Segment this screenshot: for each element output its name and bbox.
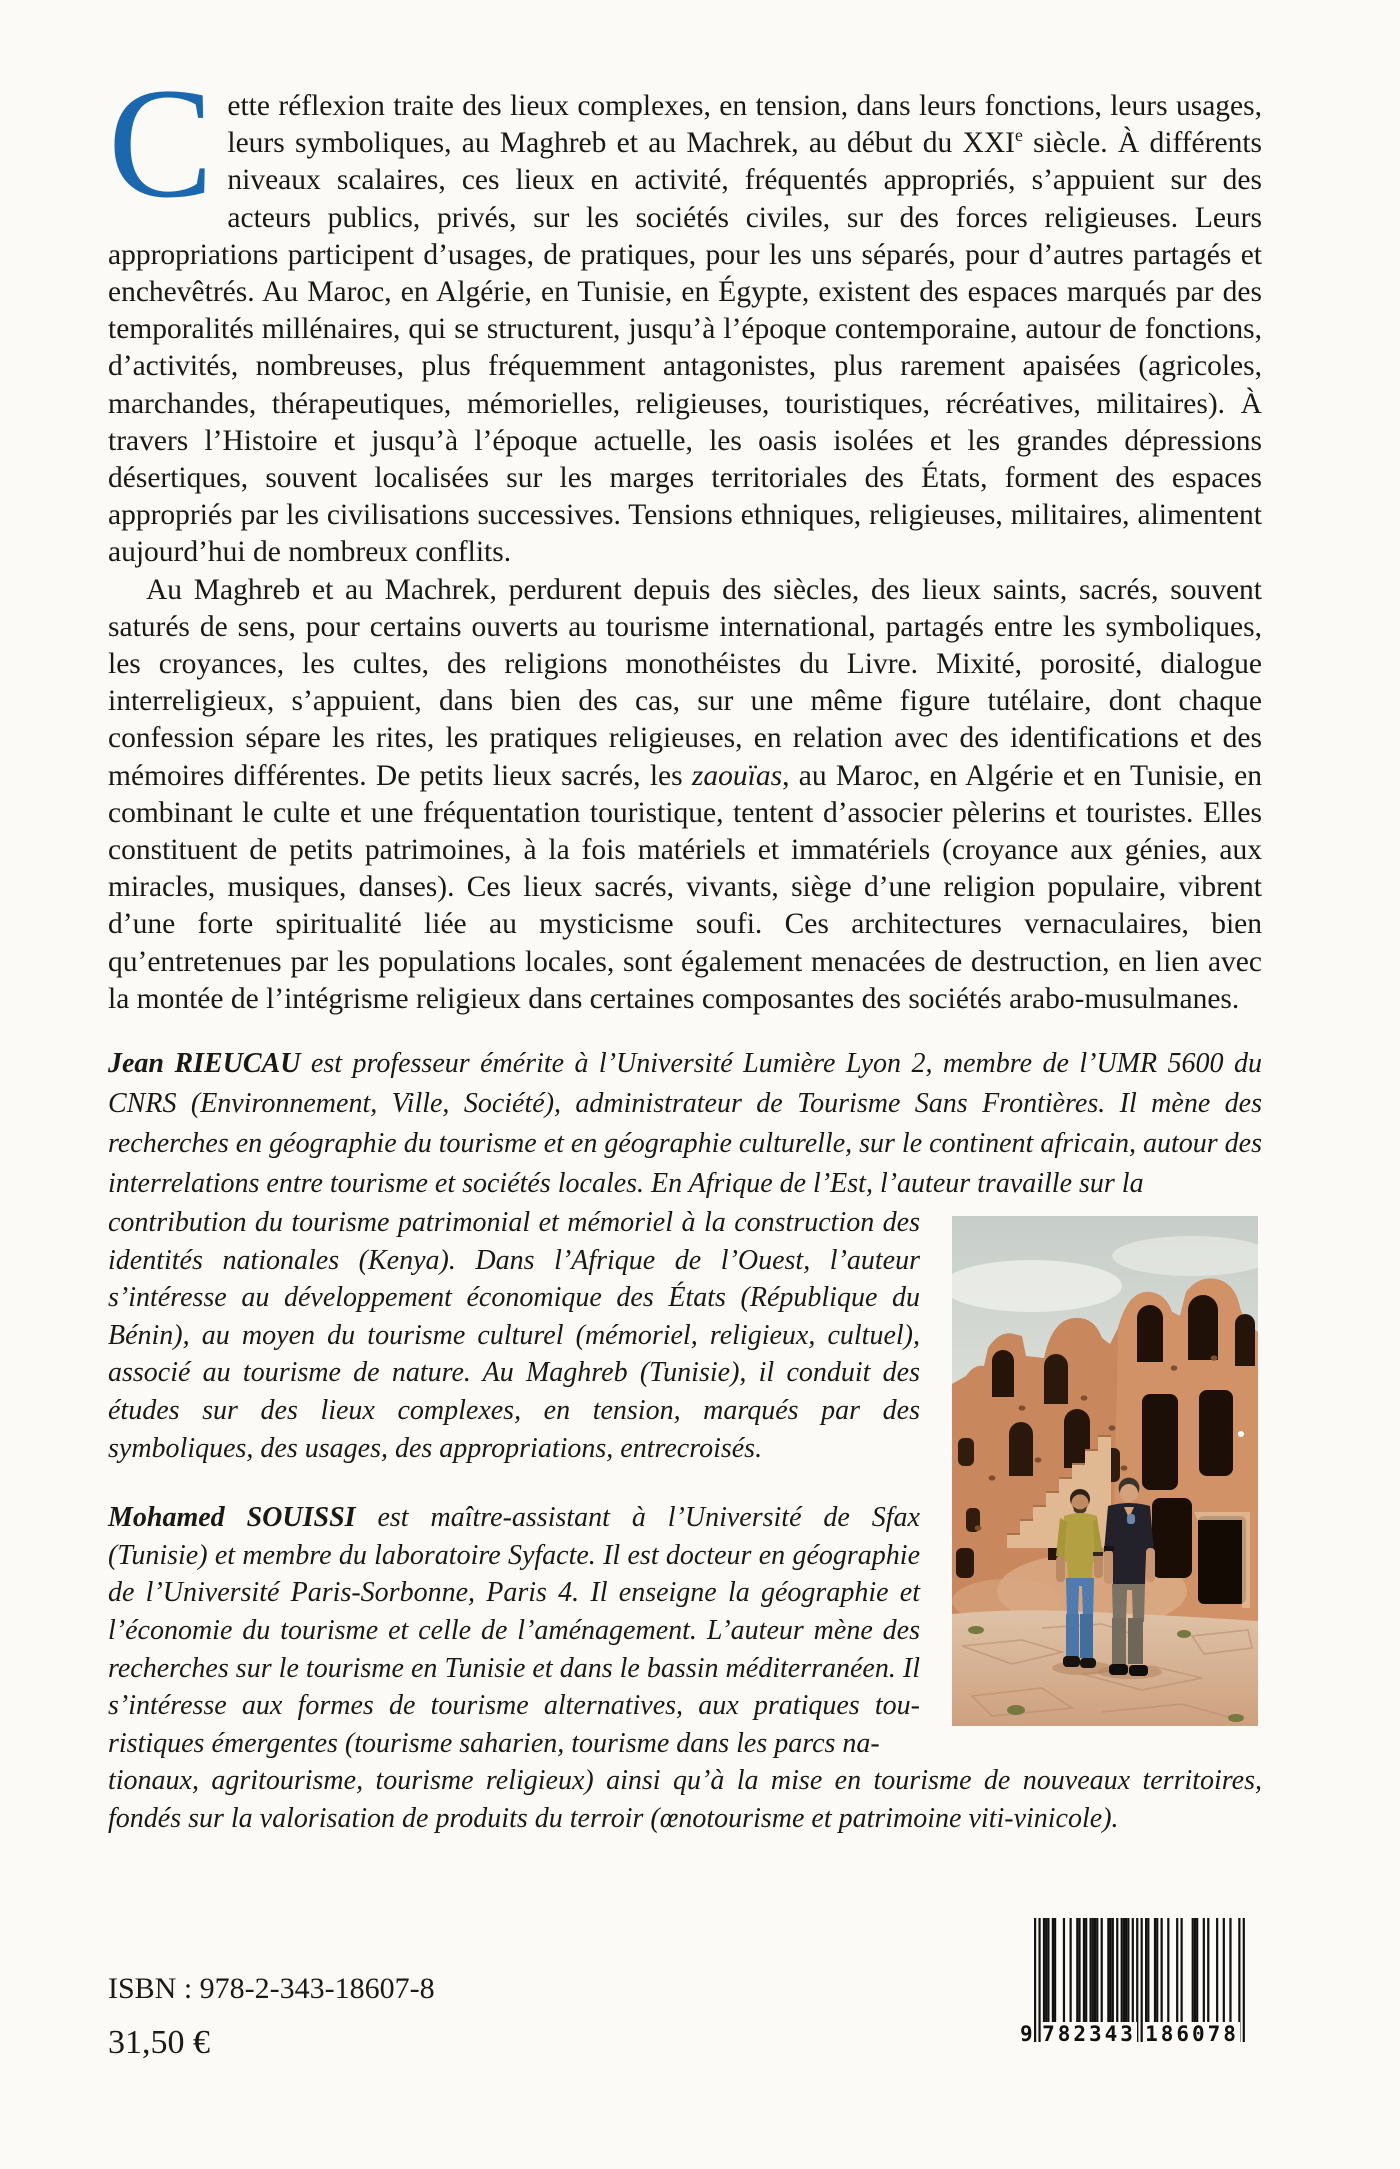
author-bios <box>108 1044 1262 1838</box>
mohamed-bio-tail: tionaux, agritourisme, tourisme religieux) ainsi qu’à la mise en tourisme de nouveaux territoires, fondés sur la valorisation de produits du terroir (œnotourisme et patrimoine viti-vinicole). <box>108 1765 1262 1834</box>
isbn-text: ISBN : 978-2-343-18607-8 <box>108 1972 435 2005</box>
para-1 <box>108 56 1262 572</box>
barcode <box>1022 1918 1252 2056</box>
superscript-e: e <box>1014 125 1023 146</box>
mohamed-bio-text: est maître-assistant à l’Université de Sfax (Tunisie) et membre du laboratoire Syfacte. Il est docteur en géographie de l’Université Paris-Sorbonne, Paris 4. Il enseigne la géographie et l’économie du tourisme et celle de l’aménagement. L’auteur mène des recherches sur le tourisme en Tunisie et dans le bassin méditerranéen. Il s’intéresse aux formes de tourisme alternatives, aux pratiques tou-ristiques émergentes (tourisme saharien, tourisme dans les parcs na- <box>108 1502 920 1759</box>
para-1-text: ette réflexion traite des lieux complexes, en tension, dans leurs fonctions, leurs usages, leurs symboliques, au Maghreb et au Machrek, au début du XXI <box>227 90 1262 160</box>
drop-cap: C <box>108 56 214 231</box>
barcode-digits-left: 782343 <box>1042 2022 1136 2046</box>
photo-figure <box>952 1216 1258 1726</box>
jean-bio-intro <box>108 1044 1262 1204</box>
bio-photo-row <box>108 1204 1262 1762</box>
para-2-text-cont: , au Maroc, en Algérie et en Tunisie, en combinant le culte et une fréquentation touristique, tentent d’associer pèlerins et touristes. Elles constituent de petits patrimoines, à la fois matériels et immatériels (croyance aux génies, aux miracles, musiques, danses). Ces lieux sacrés, vivants, siège d’une religion populaire, vibrent d’une forte spiritualité liée au mysticisme soufi. Ces architectures vernaculaires, bien qu’entretenues par les populations locales, sont également menacées de destruction, en lien avec la montée de l’intégrisme religieux dans certaines composantes des sociétés arabo-musulmanes. <box>108 759 1262 1015</box>
jean-bio-rest: contribution du tourisme patrimonial et mémoriel à la construction des identités nationales (Kenya). Dans l’Afrique de l’Ouest, l’auteur s’intéresse au développement économique des États (République du Bénin), au moyen du tourisme culturel (mémoriel, religieux, cultuel), associé au tourisme de nature. Au Maghreb (Tunisie), il conduit des études sur des lieux complexes, en tension, marqués par des symboliques, des usages, des appropriations, entrecroisés. <box>108 1207 920 1464</box>
jean-bio-intro-text: est professeur émérite à l’Université Lumière Lyon 2, membre de l’UMR 5600 du CNRS (Environnement, Ville, Société), administrateur de Tourisme Sans Frontières. Il mène des recherches en géographie du tourisme et en géographie culturelle, sur le continent africain, autour des interrelations entre tourisme et sociétés locales. En Afrique de l’Est, l’auteur travaille sur la <box>108 1048 1262 1200</box>
price-text: 31,50 € <box>108 2024 210 2061</box>
jean-name: Jean RIEUCAU <box>108 1048 301 1080</box>
ksar-photo-illustration <box>952 1216 1258 1726</box>
bio-text-column <box>108 1204 920 1762</box>
barcode-digit-first: 9 <box>1020 2022 1033 2046</box>
barcode-digits-right: 186078 <box>1145 2022 1239 2046</box>
mohamed-name: Mohamed SOUISSI <box>108 1502 356 1534</box>
photo-column <box>952 1204 1258 1726</box>
mohamed-bio <box>108 1499 920 1762</box>
para-2-text: Au Maghreb et au Machrek, perdurent depuis des siècles, des lieux saints, sacrés, souvent saturés de sens, pour certains ouverts au tourisme international, partagés entre les symboliques, les croyances, les cultes, des religions monothéistes du Livre. Mixité, porosité, dialogue interreligieux, s’appuient, dans bien des cas, sur une même figure tutélaire, dont chaque confession sépare les rites, les pratiques religieuses, en relation avec des identifications et des mémoires différentes. De petits lieux sacrés, les <box>108 573 1262 792</box>
para-2 <box>108 572 1262 1018</box>
blurb <box>108 56 1262 1018</box>
italic-zaouias: zaouïas <box>691 759 783 792</box>
para-1-text-cont: siècle. À différents niveaux scalaires, ces lieux en activité, fréquentés appropriés, s’appuient sur des acteurs publics, privés, sur les sociétés civiles, sur des forces religieuses. Leurs appropriations participent d’usages, de pratiques, pour les uns séparés, pour d’autres partagés et enchevêtrés. Au Maroc, en Algérie, en Tunisie, en Égypte, existent des espaces marqués par des temporalités millénaires, qui se structurent, jusqu’à l’époque contemporaine, autour de fonctions, d’activités, nombreuses, plus fréquemment antagonistes, plus rarement apaisées (agricoles, marchandes, thérapeutiques, mémorielles, religieuses, touristiques, récréatives, militaires). À travers l’Histoire et jusqu’à l’époque actuelle, les oasis isolées et les grandes dépressions désertiques, souvent localisées sur les marges territoriales des États, forment des espaces appropriés par les civilisations successives. Tensions ethniques, religieuses, militaires, alimentent aujourd’hui de nombreux conflits. <box>108 127 1262 569</box>
barcode-digits <box>1022 2020 1252 2050</box>
